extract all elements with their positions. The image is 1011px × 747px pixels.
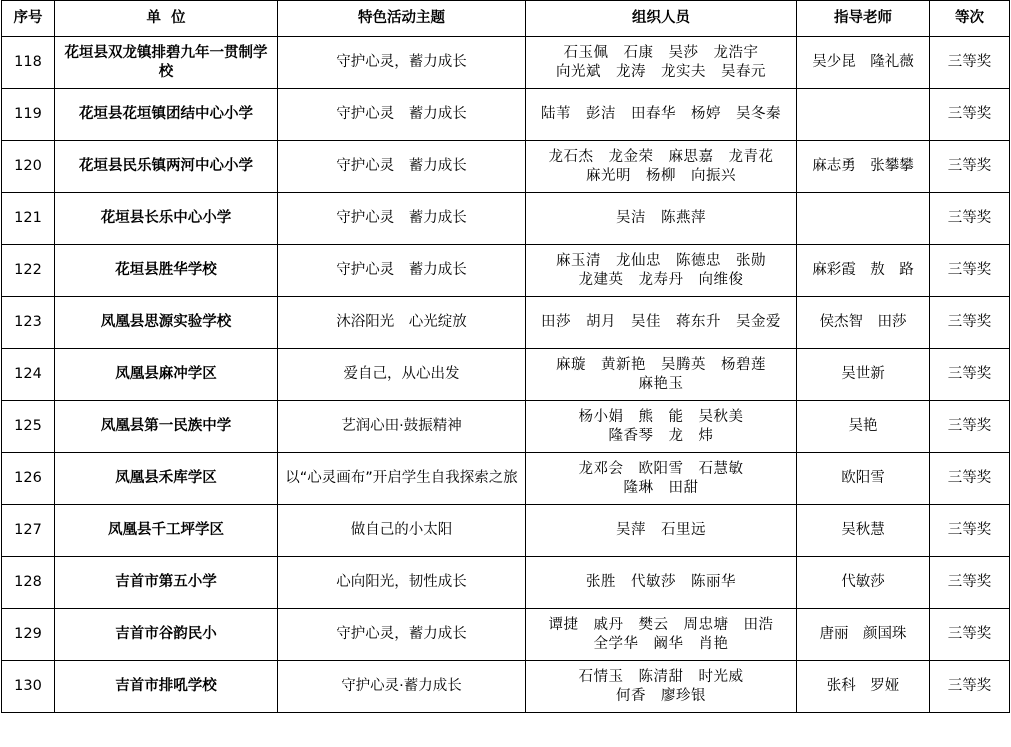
header-serial-number: 序号 (2, 1, 55, 37)
organizer-line: 麻玉清 龙仙忠 陈德忠 张勋 (556, 252, 766, 269)
organizer-line: 何香 廖珍银 (616, 687, 706, 704)
instructor-cell: 侯杰智 田莎 (797, 297, 930, 349)
organizer-line: 谭捷 戚丹 樊云 周忠塘 田浩 (548, 616, 774, 633)
organizer-line: 吴洁 陈燕萍 (616, 210, 706, 226)
serial-number-cell: 120 (2, 141, 55, 193)
theme-text: 守护心灵 蓄力成长 (336, 210, 467, 226)
organizer-line: 麻艳玉 (638, 375, 684, 392)
instructor-cell: 麻志勇 张攀攀 (797, 141, 930, 193)
instructor-cell (797, 193, 930, 245)
theme-cell (278, 349, 526, 401)
organizers-cell (526, 401, 797, 453)
award-level-cell: 三等奖 (930, 557, 1010, 609)
unit-name: 花垣县花垣镇团结中心小学 (79, 106, 253, 122)
header-activity-theme: 特色活动主题 (278, 1, 526, 37)
organizer-line: 杨小娟 熊 能 吴秋美 (578, 408, 744, 425)
theme-cell (278, 557, 526, 609)
serial-number-cell: 119 (2, 89, 55, 141)
theme-text: 艺润心田·鼓振精神 (341, 418, 462, 434)
organizer-line: 麻光明 杨柳 向振兴 (586, 167, 736, 184)
unit-cell (55, 245, 278, 297)
theme-text: 守护心灵·蓄力成长 (341, 678, 462, 694)
organizer-line: 石玉佩 石康 吴莎 龙浩宇 (563, 44, 759, 61)
theme-text: 沐浴阳光 心光绽放 (336, 314, 467, 330)
theme-text: 守护心灵 蓄力成长 (336, 262, 467, 278)
award-level-cell: 三等奖 (930, 245, 1010, 297)
table-body (2, 37, 1010, 713)
instructor-cell (797, 89, 930, 141)
award-level-cell: 三等奖 (930, 661, 1010, 713)
unit-name: 花垣县胜华学校 (115, 262, 217, 278)
unit-cell (55, 349, 278, 401)
unit-name: 凤凰县第一民族中学 (100, 418, 232, 434)
organizers-cell (526, 349, 797, 401)
organizers-cell (526, 37, 797, 89)
organizer-line: 全学华 阚华 肖艳 (593, 635, 729, 652)
unit-cell (55, 193, 278, 245)
unit-name: 花垣县民乐镇两河中心小学 (79, 158, 253, 174)
unit-cell (55, 453, 278, 505)
theme-cell (278, 89, 526, 141)
table-row (2, 37, 1010, 89)
theme-text: 做自己的小太阳 (350, 522, 453, 538)
award-level-cell: 三等奖 (930, 193, 1010, 245)
unit-name: 凤凰县千工坪学区 (108, 522, 224, 538)
organizer-line: 龙建英 龙寿丹 向维俊 (578, 271, 744, 288)
award-level-cell: 三等奖 (930, 609, 1010, 661)
table-row (2, 245, 1010, 297)
unit-name: 吉首市排吼学校 (115, 678, 217, 694)
serial-number-cell: 121 (2, 193, 55, 245)
organizer-line: 张胜 代敏莎 陈丽华 (586, 574, 736, 590)
award-level-cell: 三等奖 (930, 349, 1010, 401)
organizer-line: 麻璇 黄新艳 吴腾英 杨碧莲 (556, 356, 766, 373)
instructor-cell: 代敏莎 (797, 557, 930, 609)
table-row (2, 89, 1010, 141)
serial-number-cell: 125 (2, 401, 55, 453)
unit-name: 花垣县双龙镇排碧九年一贯制学校 (64, 44, 268, 80)
theme-cell (278, 37, 526, 89)
award-level-cell: 三等奖 (930, 453, 1010, 505)
organizers-cell (526, 297, 797, 349)
unit-cell (55, 141, 278, 193)
header-unit: 单 位 (55, 1, 278, 37)
organizer-line: 隆香琴 龙 炜 (608, 427, 714, 444)
instructor-cell: 吴艳 (797, 401, 930, 453)
award-level-cell: 三等奖 (930, 401, 1010, 453)
table-row (2, 453, 1010, 505)
instructor-cell: 吴世新 (797, 349, 930, 401)
unit-cell (55, 661, 278, 713)
unit-cell (55, 297, 278, 349)
header-instructor: 指导老师 (797, 1, 930, 37)
serial-number-cell: 122 (2, 245, 55, 297)
theme-cell (278, 661, 526, 713)
award-table (1, 0, 1010, 713)
theme-cell (278, 245, 526, 297)
unit-name: 吉首市第五小学 (115, 574, 217, 590)
theme-cell (278, 141, 526, 193)
award-level-cell: 三等奖 (930, 37, 1010, 89)
theme-cell (278, 453, 526, 505)
organizer-line: 龙石杰 龙金荣 麻思嘉 龙青花 (548, 148, 774, 165)
theme-text: 以“心灵画布”开启学生自我探索之旅 (285, 470, 518, 486)
table-row (2, 401, 1010, 453)
unit-cell (55, 37, 278, 89)
serial-number-cell: 126 (2, 453, 55, 505)
instructor-cell: 张科 罗娅 (797, 661, 930, 713)
header-organizers: 组织人员 (526, 1, 797, 37)
organizers-cell (526, 505, 797, 557)
organizers-cell (526, 609, 797, 661)
serial-number-cell: 124 (2, 349, 55, 401)
organizer-line: 龙邓会 欧阳雪 石慧敏 (578, 460, 744, 477)
organizers-cell (526, 193, 797, 245)
organizers-cell (526, 661, 797, 713)
unit-name: 花垣县长乐中心小学 (100, 210, 232, 226)
instructor-cell: 欧阳雪 (797, 453, 930, 505)
instructor-cell: 吴秋慧 (797, 505, 930, 557)
table-row (2, 505, 1010, 557)
organizer-line: 吴萍 石里远 (616, 522, 706, 538)
serial-number-cell: 130 (2, 661, 55, 713)
organizer-line: 石情玉 陈清甜 时光威 (578, 668, 744, 685)
unit-cell (55, 557, 278, 609)
unit-cell (55, 89, 278, 141)
unit-name: 凤凰县思源实验学校 (100, 314, 232, 330)
header-row (2, 1, 1010, 37)
serial-number-cell: 118 (2, 37, 55, 89)
serial-number-cell: 128 (2, 557, 55, 609)
organizers-cell (526, 245, 797, 297)
serial-number-cell: 129 (2, 609, 55, 661)
theme-text: 守护心灵，蓄力成长 (336, 54, 467, 70)
unit-cell (55, 609, 278, 661)
table-row (2, 661, 1010, 713)
table-row (2, 141, 1010, 193)
theme-cell (278, 609, 526, 661)
theme-text: 守护心灵 蓄力成长 (336, 158, 467, 174)
organizer-line: 陆苇 彭洁 田春华 杨婷 吴冬秦 (541, 106, 781, 122)
table-row (2, 609, 1010, 661)
organizers-cell (526, 453, 797, 505)
header-award-level: 等次 (930, 1, 1010, 37)
organizers-cell (526, 557, 797, 609)
table-row (2, 193, 1010, 245)
theme-text: 心向阳光，韧性成长 (336, 574, 467, 590)
award-level-cell: 三等奖 (930, 505, 1010, 557)
theme-cell (278, 401, 526, 453)
organizers-cell (526, 141, 797, 193)
unit-name: 凤凰县禾库学区 (115, 470, 217, 486)
serial-number-cell: 127 (2, 505, 55, 557)
organizer-line: 田莎 胡月 吴佳 蒋东升 吴金爱 (541, 314, 781, 330)
theme-text: 守护心灵，蓄力成长 (336, 626, 467, 642)
unit-cell (55, 505, 278, 557)
instructor-cell: 唐丽 颜国珠 (797, 609, 930, 661)
award-level-cell: 三等奖 (930, 89, 1010, 141)
instructor-cell: 吴少昆 隆礼薇 (797, 37, 930, 89)
table-row (2, 297, 1010, 349)
theme-cell (278, 505, 526, 557)
theme-cell (278, 193, 526, 245)
unit-cell (55, 401, 278, 453)
table-row (2, 349, 1010, 401)
organizers-cell (526, 89, 797, 141)
award-level-cell: 三等奖 (930, 141, 1010, 193)
unit-name: 凤凰县麻冲学区 (115, 366, 217, 382)
organizer-line: 隆琳 田甜 (623, 479, 699, 496)
theme-text: 爱自己，从心出发 (343, 366, 460, 382)
unit-name: 吉首市谷韵民小 (115, 626, 217, 642)
theme-cell (278, 297, 526, 349)
instructor-cell: 麻彩霞 敖 路 (797, 245, 930, 297)
organizer-line: 向光斌 龙涛 龙实夫 吴春元 (556, 63, 766, 80)
theme-text: 守护心灵 蓄力成长 (336, 106, 467, 122)
award-level-cell: 三等奖 (930, 297, 1010, 349)
serial-number-cell: 123 (2, 297, 55, 349)
table-row (2, 557, 1010, 609)
